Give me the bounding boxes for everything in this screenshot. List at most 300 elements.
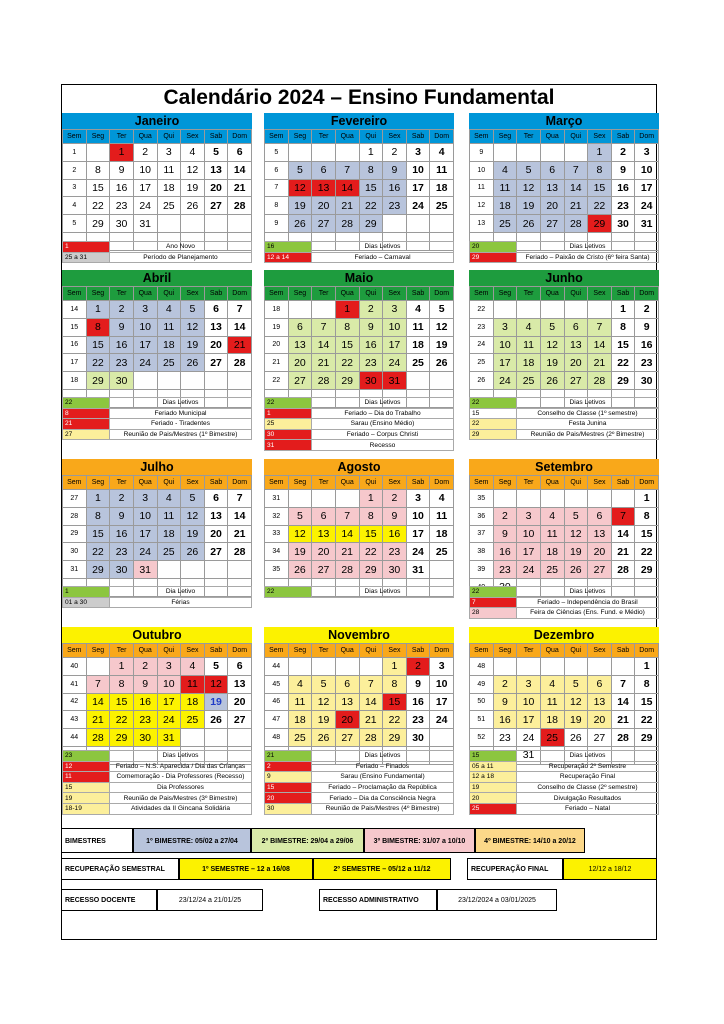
legend-code: 7: [470, 597, 517, 608]
legend-text: Período de Planejamento: [110, 252, 252, 263]
legend-code: 12: [63, 761, 110, 772]
weekday-header: Qua: [335, 130, 359, 144]
legend-text: Dias Letivos: [312, 751, 454, 762]
legend-text: Feriado – Corpus Christi: [312, 429, 454, 440]
day-cell: 29: [359, 561, 383, 579]
day-cell: 14: [228, 161, 252, 179]
day-cell: 22: [86, 543, 110, 561]
day-cell: 6: [540, 161, 564, 179]
week-number: 37: [470, 525, 494, 543]
day-cell: 14: [611, 525, 635, 543]
day-cell: 16: [383, 525, 407, 543]
legend-text: Recesso: [312, 440, 454, 451]
day-cell: [157, 561, 181, 579]
day-cell: 29: [383, 729, 407, 747]
legend-outubro: [62, 750, 252, 815]
day-cell: 4: [430, 144, 454, 162]
recesso-docente-value: 23/12/24 a 21/01/25: [157, 889, 263, 911]
day-cell: 24: [133, 543, 157, 561]
legend-code: 18-19: [63, 803, 110, 814]
legend-code: 25 a 31: [63, 252, 110, 263]
day-cell: [204, 215, 228, 233]
weekday-header: Qui: [157, 644, 181, 658]
day-cell: 23: [110, 197, 134, 215]
day-cell: [181, 729, 205, 747]
weekday-header: Seg: [493, 287, 517, 301]
day-cell: 24: [383, 354, 407, 372]
day-cell: 15: [588, 179, 612, 197]
day-cell: 13: [588, 693, 612, 711]
weekday-header: Qua: [335, 644, 359, 658]
weekday-header: Sab: [204, 476, 228, 490]
month-março: [469, 113, 659, 251]
day-cell: 26: [540, 372, 564, 390]
week-number: 5: [265, 144, 289, 162]
legend-code: 25: [265, 419, 312, 430]
weekday-header: Ter: [517, 476, 541, 490]
legend-text: Reunião de Pais/Mestres (2º Bimestre): [517, 429, 659, 440]
day-cell: 16: [359, 336, 383, 354]
month-grid: [469, 129, 659, 251]
day-cell: [86, 658, 110, 676]
day-cell: 20: [588, 543, 612, 561]
weekday-header: Qua: [540, 476, 564, 490]
legend-novembro: [264, 750, 454, 815]
day-cell: [564, 490, 588, 508]
month-title: Abril: [62, 270, 252, 286]
legend-code: 29: [470, 429, 517, 440]
weekday-header: Sem: [470, 476, 494, 490]
month-agosto: [264, 459, 454, 597]
legend-code: 15: [470, 408, 517, 419]
day-cell: 6: [588, 675, 612, 693]
day-cell: [228, 561, 252, 579]
legend-code: 23: [63, 751, 110, 762]
day-cell: [228, 215, 252, 233]
day-cell: 8: [588, 161, 612, 179]
week-number: 3: [63, 179, 87, 197]
weekday-header: Qui: [359, 644, 383, 658]
day-cell: 9: [110, 318, 134, 336]
day-cell: 28: [359, 729, 383, 747]
month-grid: [62, 643, 252, 765]
weekday-header: Ter: [110, 644, 134, 658]
day-cell: [517, 658, 541, 676]
day-cell: 5: [181, 490, 205, 508]
legend-text: Dias Letivos: [517, 398, 659, 409]
weekday-header: Qui: [359, 130, 383, 144]
day-cell: 7: [335, 507, 359, 525]
day-cell: 4: [288, 675, 312, 693]
weekday-header: Ter: [312, 130, 336, 144]
day-cell: 13: [288, 336, 312, 354]
weekday-header: Seg: [86, 130, 110, 144]
day-cell: 1: [635, 658, 659, 676]
day-cell: 29: [86, 372, 110, 390]
day-cell: 23: [383, 197, 407, 215]
day-cell: 31: [406, 561, 430, 579]
day-cell: [312, 301, 336, 319]
day-cell: 3: [430, 658, 454, 676]
legend-code: 8: [63, 408, 110, 419]
bimestre-3: 3º BIMESTRE: 31/07 a 10/10: [364, 828, 475, 853]
day-cell: 22: [359, 197, 383, 215]
day-cell: 2: [133, 144, 157, 162]
day-cell: 27: [312, 561, 336, 579]
rec-semestre-2: 2º SEMESTRE – 05/12 a 11/12: [313, 858, 451, 880]
day-cell: 1: [611, 301, 635, 319]
day-cell: 29: [110, 729, 134, 747]
day-cell: [228, 372, 252, 390]
legend-text: Feriado – Proclamação da República: [312, 782, 454, 793]
day-cell: 29: [86, 215, 110, 233]
month-julho: [62, 459, 252, 597]
day-cell: 18: [517, 354, 541, 372]
day-cell: 15: [110, 693, 134, 711]
day-cell: 4: [181, 144, 205, 162]
day-cell: [611, 490, 635, 508]
month-title: Agosto: [264, 459, 454, 475]
day-cell: [588, 658, 612, 676]
weekday-header: Sab: [406, 130, 430, 144]
day-cell: 27: [588, 561, 612, 579]
day-cell: 3: [133, 301, 157, 319]
day-cell: 30: [110, 561, 134, 579]
bimestres-label: BIMESTRES: [61, 828, 133, 853]
day-cell: 10: [406, 161, 430, 179]
week-number: 25: [470, 354, 494, 372]
day-cell: [288, 144, 312, 162]
day-cell: [204, 561, 228, 579]
weekday-header: Sex: [588, 476, 612, 490]
day-cell: 23: [406, 711, 430, 729]
weekday-header: Seg: [288, 287, 312, 301]
day-cell: 20: [312, 543, 336, 561]
legend-code: 11: [63, 772, 110, 783]
legend-code: 21: [265, 751, 312, 762]
day-cell: 6: [588, 507, 612, 525]
day-cell: [133, 372, 157, 390]
day-cell: 8: [110, 675, 134, 693]
day-cell: 28: [335, 215, 359, 233]
day-cell: 22: [335, 354, 359, 372]
day-cell: 6: [312, 507, 336, 525]
legend-text: Dias Letivos: [312, 398, 454, 409]
day-cell: 19: [517, 197, 541, 215]
legend-code: 29: [470, 252, 517, 263]
day-cell: 13: [312, 525, 336, 543]
month-grid: [62, 129, 252, 251]
legend-text: Dias Letivos: [110, 751, 252, 762]
day-cell: 28: [228, 197, 252, 215]
legend-code: 30: [265, 803, 312, 814]
month-junho: [469, 270, 659, 408]
month-dezembro: [469, 627, 659, 765]
week-number: 10: [470, 161, 494, 179]
weekday-header: Sab: [611, 644, 635, 658]
legend-text: Conselho de Classe (2º semestre): [517, 782, 659, 793]
day-cell: 1: [359, 144, 383, 162]
legend-code: 19: [63, 793, 110, 804]
legend-code: 22: [470, 398, 517, 409]
day-cell: 12: [204, 675, 228, 693]
month-grid: [264, 643, 454, 765]
day-cell: 14: [312, 336, 336, 354]
day-cell: 21: [228, 336, 252, 354]
day-cell: 22: [611, 354, 635, 372]
day-cell: 20: [204, 179, 228, 197]
week-number: 18: [265, 301, 289, 319]
weekday-header: Sab: [406, 644, 430, 658]
day-cell: 22: [588, 197, 612, 215]
day-cell: 8: [359, 161, 383, 179]
day-cell: 18: [288, 711, 312, 729]
week-number: 14: [63, 301, 87, 319]
day-cell: [157, 215, 181, 233]
day-cell: 3: [517, 507, 541, 525]
day-cell: [540, 144, 564, 162]
day-cell: 16: [110, 525, 134, 543]
day-cell: [86, 144, 110, 162]
day-cell: 11: [540, 525, 564, 543]
day-cell: 1: [86, 490, 110, 508]
legend-text: Sarau (Ensino Fundamental): [312, 772, 454, 783]
day-cell: 17: [406, 179, 430, 197]
day-cell: 7: [228, 301, 252, 319]
day-cell: 7: [359, 675, 383, 693]
week-number: 48: [265, 729, 289, 747]
day-cell: 9: [383, 507, 407, 525]
weekday-header: Seg: [86, 644, 110, 658]
month-janeiro: [62, 113, 252, 251]
day-cell: [540, 301, 564, 319]
day-cell: 9: [110, 161, 134, 179]
legend-text: Ano Novo: [110, 242, 252, 253]
day-cell: 4: [157, 490, 181, 508]
day-cell: 15: [335, 336, 359, 354]
day-cell: 13: [228, 675, 252, 693]
day-cell: 22: [383, 711, 407, 729]
recesso-docente-label: RECESSO DOCENTE: [61, 889, 157, 911]
day-cell: 15: [86, 179, 110, 197]
day-cell: [181, 561, 205, 579]
day-cell: 21: [611, 711, 635, 729]
week-number: 18: [63, 372, 87, 390]
month-grid: [469, 286, 659, 408]
legend-text: Recuperação Final: [517, 772, 659, 783]
weekday-header: Qui: [564, 130, 588, 144]
day-cell: 3: [157, 658, 181, 676]
day-cell: 25: [181, 711, 205, 729]
day-cell: 17: [133, 336, 157, 354]
day-cell: 5: [564, 507, 588, 525]
legend-text: Dias Letivos: [517, 242, 659, 253]
day-cell: 7: [312, 318, 336, 336]
legend-text: Recuperação 2º Semestre: [517, 761, 659, 772]
legend-code: 16: [265, 242, 312, 253]
day-cell: 7: [86, 675, 110, 693]
week-number: 35: [265, 561, 289, 579]
day-cell: 9: [493, 693, 517, 711]
week-number: 44: [265, 658, 289, 676]
day-cell: [312, 658, 336, 676]
day-cell: 24: [517, 561, 541, 579]
day-cell: 18: [157, 525, 181, 543]
month-grid: [469, 643, 659, 765]
day-cell: 9: [133, 675, 157, 693]
month-title: Março: [469, 113, 659, 129]
month-grid: [264, 475, 454, 597]
weekday-header: Sex: [383, 476, 407, 490]
day-cell: 5: [517, 161, 541, 179]
legend-code: 19: [470, 782, 517, 793]
day-cell: 29: [588, 215, 612, 233]
day-cell: 25: [493, 215, 517, 233]
legend-junho: [469, 397, 659, 440]
day-cell: 28: [611, 561, 635, 579]
weekday-header: Qui: [564, 476, 588, 490]
legend-code: 31: [265, 440, 312, 451]
week-number: 46: [265, 693, 289, 711]
day-cell: 1: [86, 301, 110, 319]
day-cell: 14: [564, 179, 588, 197]
day-cell: 18: [493, 197, 517, 215]
day-cell: 3: [406, 144, 430, 162]
day-cell: 20: [335, 711, 359, 729]
day-cell: 24: [430, 711, 454, 729]
day-cell: 28: [564, 215, 588, 233]
legend-code: 01 a 30: [63, 597, 110, 608]
day-cell: 10: [133, 161, 157, 179]
day-cell: 21: [335, 197, 359, 215]
day-cell: [493, 490, 517, 508]
day-cell: 12: [564, 693, 588, 711]
week-number: 41: [63, 675, 87, 693]
week-number: 44: [63, 729, 87, 747]
legend-code: 20: [470, 793, 517, 804]
day-cell: 4: [181, 658, 205, 676]
weekday-header: Qui: [564, 287, 588, 301]
weekday-header: Qua: [540, 287, 564, 301]
weekday-header: Dom: [228, 476, 252, 490]
weekday-header: Qua: [133, 130, 157, 144]
day-cell: [406, 372, 430, 390]
month-outubro: [62, 627, 252, 765]
legend-text: Dias Letivos: [517, 751, 659, 762]
weekday-header: Sex: [383, 644, 407, 658]
day-cell: 4: [517, 318, 541, 336]
weekday-header: Sex: [383, 130, 407, 144]
day-cell: 2: [406, 658, 430, 676]
month-title: Maio: [264, 270, 454, 286]
day-cell: 24: [157, 711, 181, 729]
day-cell: 26: [288, 561, 312, 579]
legend-text: Feriado – Independência do Brasil: [517, 597, 659, 608]
day-cell: 27: [228, 711, 252, 729]
day-cell: 30: [110, 215, 134, 233]
day-cell: 24: [493, 372, 517, 390]
day-cell: 31: [517, 746, 541, 764]
day-cell: 22: [110, 711, 134, 729]
legend-agosto: [264, 586, 454, 598]
bimestres-row: [61, 828, 657, 853]
rec-semestre-1: 1º SEMESTRE – 12 a 16/08: [179, 858, 313, 880]
legend-text: Feira de Ciências (Ens. Fund. e Médio): [517, 608, 659, 619]
day-cell: 9: [359, 318, 383, 336]
day-cell: 3: [157, 144, 181, 162]
week-number: 42: [63, 693, 87, 711]
month-novembro: [264, 627, 454, 765]
weekday-header: Qui: [359, 476, 383, 490]
day-cell: 27: [204, 354, 228, 372]
weekday-header: Ter: [312, 287, 336, 301]
day-cell: 2: [611, 144, 635, 162]
day-cell: 19: [564, 543, 588, 561]
day-cell: 29: [635, 561, 659, 579]
day-cell: 17: [133, 179, 157, 197]
day-cell: 15: [359, 179, 383, 197]
day-cell: 11: [430, 507, 454, 525]
legend-março: [469, 241, 659, 263]
page-title: Calendário 2024 – Ensino Fundamental: [163, 86, 555, 109]
day-cell: 8: [635, 675, 659, 693]
day-cell: 15: [359, 525, 383, 543]
weekday-header: Seg: [493, 644, 517, 658]
weekday-header: Sex: [383, 287, 407, 301]
legend-code: 05 a 11: [470, 761, 517, 772]
day-cell: 17: [133, 525, 157, 543]
legend-code: 15: [470, 751, 517, 762]
week-number: 23: [470, 318, 494, 336]
day-cell: 14: [228, 318, 252, 336]
day-cell: 18: [157, 336, 181, 354]
day-cell: 10: [133, 507, 157, 525]
weekday-header: Ter: [517, 287, 541, 301]
week-number: 15: [63, 318, 87, 336]
weekday-header: Sab: [406, 476, 430, 490]
legend-code: 22: [470, 587, 517, 598]
day-cell: 4: [493, 161, 517, 179]
day-cell: 4: [540, 507, 564, 525]
weekday-header: Sex: [588, 287, 612, 301]
legend-dezembro: [469, 750, 659, 815]
legend-code: 22: [265, 398, 312, 409]
day-cell: 25: [430, 543, 454, 561]
weekday-header: Seg: [86, 476, 110, 490]
weekday-header: Qui: [157, 476, 181, 490]
day-cell: 6: [288, 318, 312, 336]
day-cell: 3: [133, 490, 157, 508]
legend-text: Feriado - Tiradentes: [110, 419, 252, 430]
day-cell: 16: [493, 711, 517, 729]
day-cell: 15: [635, 525, 659, 543]
day-cell: 30: [635, 372, 659, 390]
day-cell: 24: [517, 729, 541, 747]
day-cell: 26: [564, 561, 588, 579]
weekday-header: Sem: [265, 287, 289, 301]
day-cell: 9: [635, 318, 659, 336]
day-cell: 19: [288, 543, 312, 561]
day-cell: 14: [335, 525, 359, 543]
legend-code: 22: [63, 398, 110, 409]
day-cell: 1: [383, 658, 407, 676]
day-cell: 7: [611, 507, 635, 525]
day-cell: 19: [204, 693, 228, 711]
day-cell: 21: [335, 543, 359, 561]
legend-text: Dia Professores: [110, 782, 252, 793]
weekday-header: Dom: [635, 287, 659, 301]
week-number: 51: [470, 711, 494, 729]
